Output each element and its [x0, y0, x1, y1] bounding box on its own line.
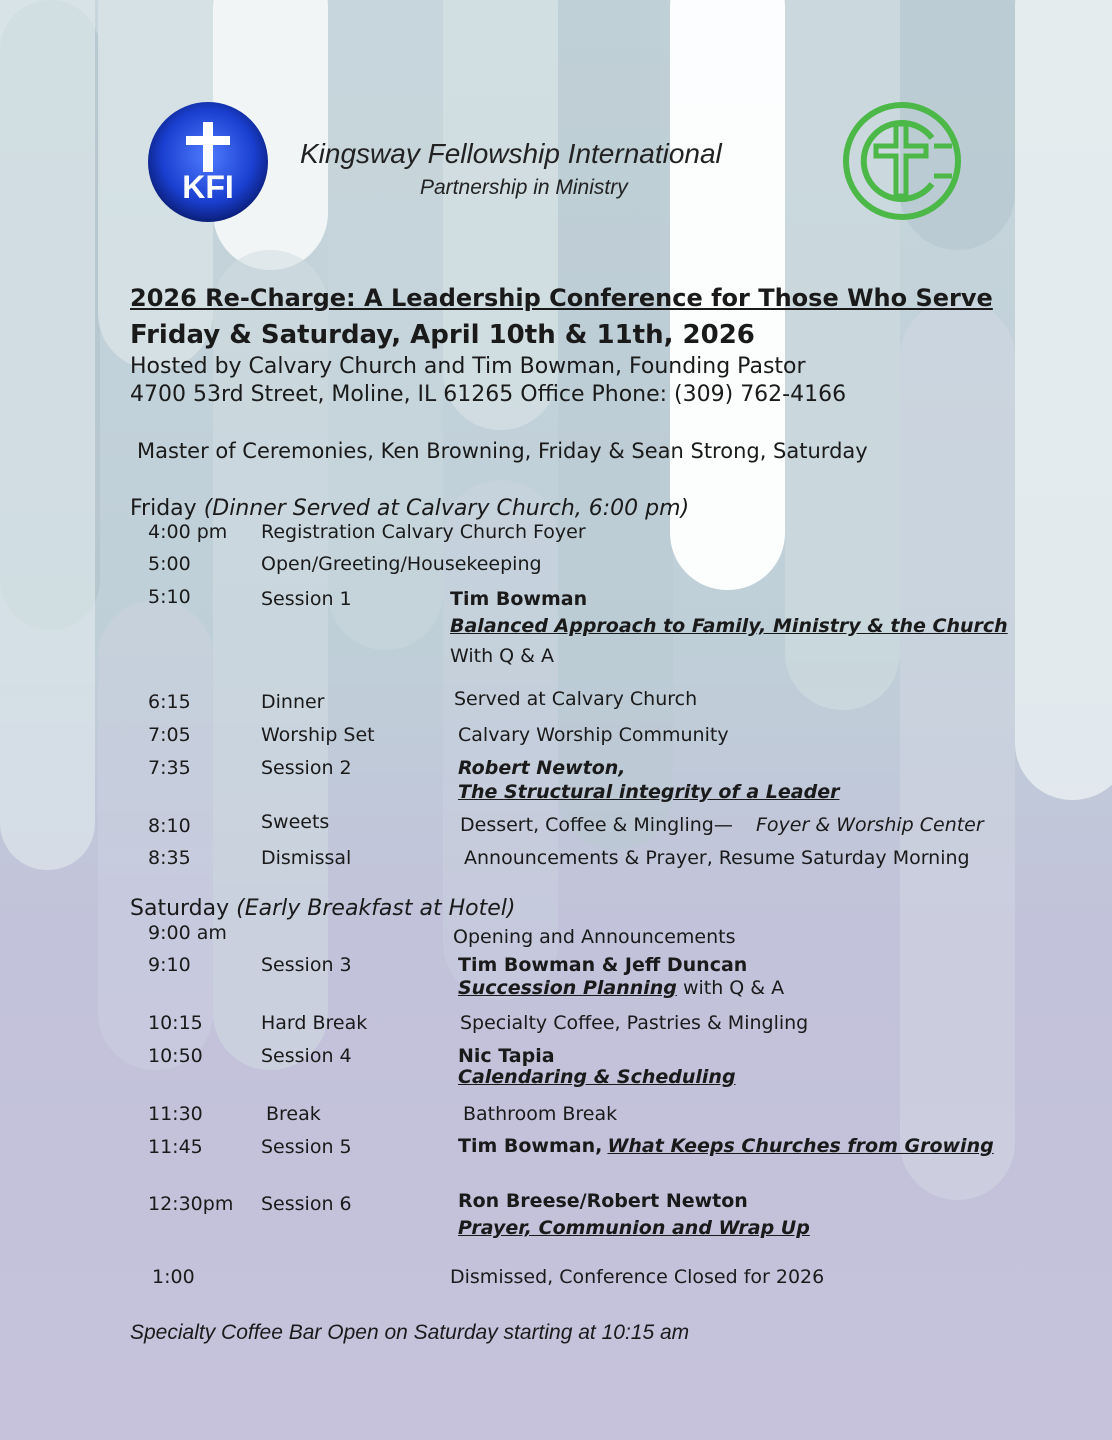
session-topic: Prayer, Communion and Wrap Up: [458, 1217, 810, 1239]
friday-note: (Dinner Served at Calvary Church, 6:00 pm): [203, 496, 690, 521]
schedule-time: 6:15: [148, 691, 191, 713]
session-extra: with Q & A: [676, 977, 785, 999]
session-speaker: Ron Breese/Robert Newton: [458, 1190, 748, 1212]
session-topic: Succession Planning: [458, 977, 677, 999]
saturday-note: (Early Breakfast at Hotel): [236, 896, 516, 921]
schedule-label: Open/Greeting/Housekeeping: [261, 553, 542, 575]
schedule-label: Hard Break: [261, 1012, 368, 1034]
kfi-logo-text: KFI: [182, 169, 234, 205]
schedule-time: 9:00 am: [148, 922, 227, 944]
session-speaker: Nic Tapia: [458, 1045, 555, 1067]
schedule-time: 1:00: [152, 1266, 195, 1288]
schedule-location: Foyer & Worship Center: [756, 814, 984, 836]
schedule-label: Session 5: [261, 1136, 352, 1158]
event-dates: Friday & Saturday, April 10th & 11th, 2026: [130, 320, 755, 350]
session-extra: With Q & A: [450, 645, 555, 667]
schedule-label: Sweets: [261, 811, 330, 833]
org-tagline: Partnership in Ministry: [420, 176, 628, 199]
session-topic: The Structural integrity of a Leader: [458, 781, 840, 803]
schedule-detail: Bathroom Break: [463, 1103, 618, 1125]
schedule-time: 7:35: [148, 757, 191, 779]
schedule-time: 11:45: [148, 1136, 203, 1158]
session-speaker: Tim Bowman: [450, 588, 588, 610]
schedule-label: Dismissal: [261, 847, 352, 869]
session-speaker: Tim Bowman,: [458, 1135, 603, 1157]
master-of-ceremonies: Master of Ceremonies, Ken Browning, Friday & Sean Strong, Saturday: [137, 439, 868, 463]
org-name: Kingsway Fellowship International: [300, 138, 722, 169]
schedule-label: Break: [266, 1103, 321, 1125]
session-line: [458, 1135, 994, 1157]
session-topic: Calendaring & Scheduling: [458, 1066, 736, 1088]
footer-note: Specialty Coffee Bar Open on Saturday starting at 10:15 am: [130, 1321, 690, 1344]
schedule-time: 10:50: [148, 1045, 203, 1067]
schedule-label: Session 4: [261, 1045, 352, 1067]
friday-day: Friday: [130, 496, 197, 521]
saturday-day: Saturday: [130, 896, 230, 921]
schedule-time: 5:10: [148, 586, 191, 608]
schedule-label: Registration Calvary Church Foyer: [261, 521, 586, 543]
schedule-detail: Dismissed, Conference Closed for 2026: [450, 1266, 825, 1288]
schedule-time: 9:10: [148, 954, 191, 976]
schedule-label: Session 3: [261, 954, 352, 976]
schedule-time: 5:00: [148, 553, 191, 575]
schedule-time: 4:00 pm: [148, 521, 228, 543]
schedule-label: Session 6: [261, 1193, 352, 1215]
schedule-detail: Calvary Worship Community: [458, 724, 729, 746]
schedule-time: 12:30pm: [148, 1193, 234, 1215]
schedule-time: 8:10: [148, 815, 191, 837]
event-host: Hosted by Calvary Church and Tim Bowman, Founding Pastor: [130, 354, 806, 379]
schedule-label: Dinner: [261, 691, 325, 713]
session-speaker: Robert Newton,: [458, 757, 626, 779]
schedule-time: 7:05: [148, 724, 191, 746]
schedule-detail: Dessert, Coffee & Mingling—: [460, 814, 733, 836]
schedule-label: Worship Set: [261, 724, 375, 746]
session-speaker: Tim Bowman & Jeff Duncan: [458, 954, 748, 976]
schedule-detail: Specialty Coffee, Pastries & Mingling: [460, 1012, 809, 1034]
session-topic: What Keeps Churches from Growing: [607, 1135, 994, 1157]
schedule-label: Session 1: [261, 588, 352, 610]
session-topic: Balanced Approach to Family, Ministry & the Church: [450, 615, 1008, 637]
schedule-time: 10:15: [148, 1012, 203, 1034]
schedule-detail: Served at Calvary Church: [454, 688, 698, 710]
schedule-detail: Opening and Announcements: [453, 926, 736, 948]
friday-heading: [130, 496, 689, 521]
event-address: 4700 53rd Street, Moline, IL 61265 Office Phone: (309) 762-4166: [130, 382, 847, 407]
saturday-heading: [130, 896, 515, 921]
event-title: 2026 Re-Charge: A Leadership Conference for Those Who Serve: [130, 284, 993, 312]
schedule-label: Session 2: [261, 757, 352, 779]
schedule-time: 11:30: [148, 1103, 203, 1125]
schedule-detail: Announcements & Prayer, Resume Saturday Morning: [464, 847, 970, 869]
church-logo: [840, 100, 964, 222]
session-topic-line: [458, 977, 784, 999]
kfi-logo: [146, 100, 270, 224]
schedule-time: 8:35: [148, 847, 191, 869]
